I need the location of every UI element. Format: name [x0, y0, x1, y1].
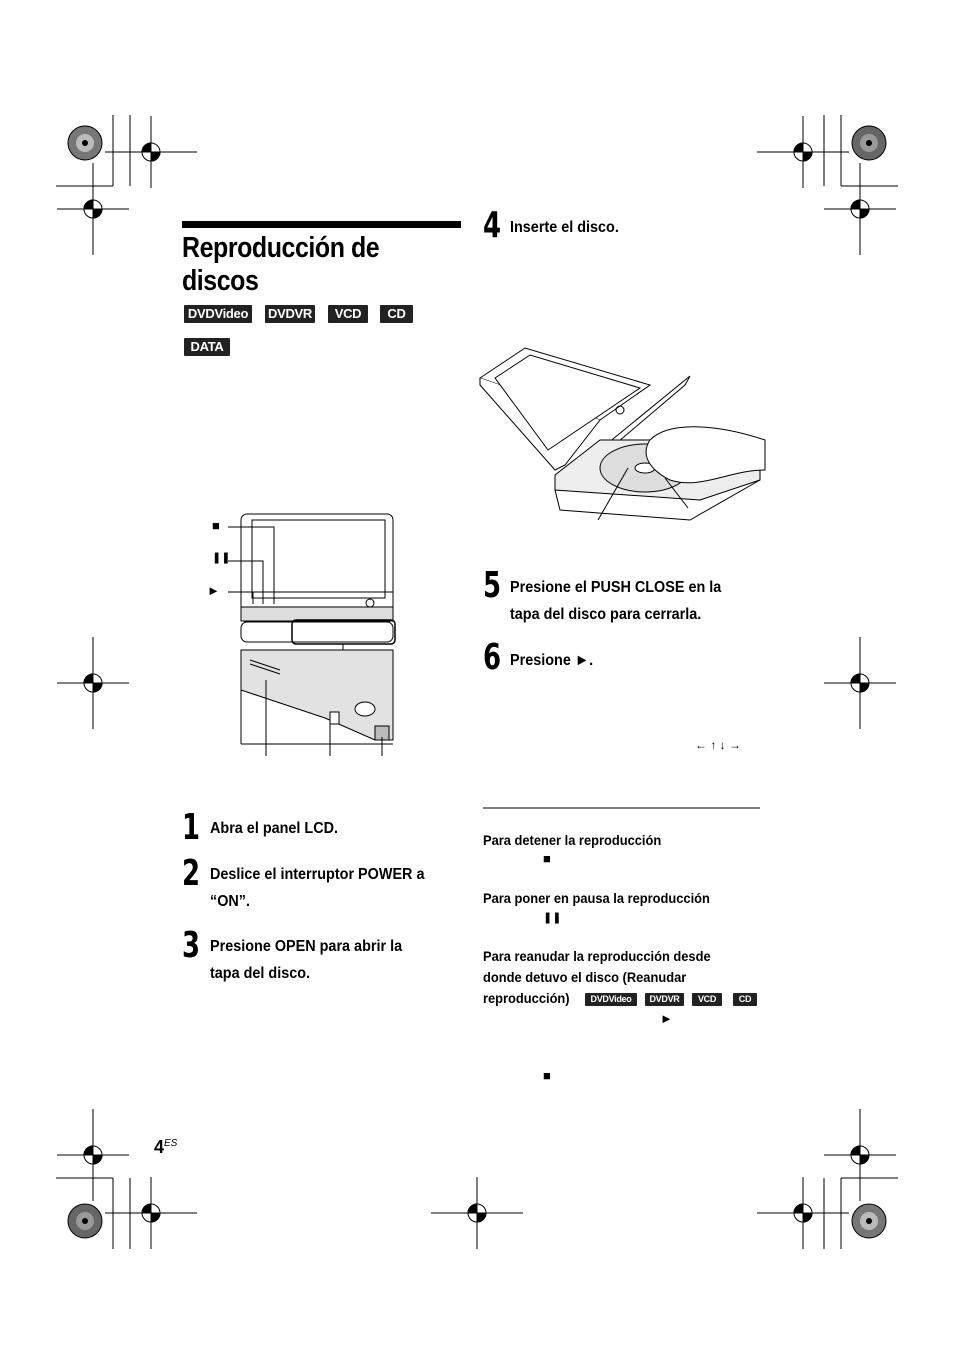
step-4-number: 4	[483, 205, 502, 246]
stop-symbol-diagram: ■	[212, 518, 220, 533]
page-language-suffix: ES	[164, 1138, 178, 1149]
title-line-1: Reproducción de	[182, 232, 380, 264]
note-resume-line-2: donde detuvo el disco (Reanudar	[483, 969, 687, 985]
badge-dvd-video: DVDVideo	[184, 305, 252, 323]
badge-cd: CD	[380, 305, 413, 323]
note-resume-line-1: Para reanudar la reproducción desde	[483, 948, 711, 964]
direction-arrows: ← ↑ ↓ →	[695, 738, 742, 752]
page-number-value: 4	[154, 1137, 165, 1157]
badge-dvd-video-small: DVDVideo	[585, 993, 637, 1006]
step-1-text: Abra el panel LCD.	[210, 820, 339, 837]
stop-symbol-note: ■	[543, 851, 551, 866]
page-number	[154, 1137, 177, 1158]
step-3-text	[210, 933, 402, 987]
badge-vcd-small: VCD	[692, 993, 722, 1006]
play-symbol-diagram: ►	[207, 583, 220, 598]
step-6-number: 6	[483, 637, 502, 678]
badge-cd-small: CD	[733, 993, 757, 1006]
step-3-line-2: tapa del disco.	[210, 965, 311, 982]
step-4-text: Inserte el disco.	[510, 219, 619, 236]
note-stop-title: Para detener la reproducción	[483, 832, 662, 848]
step-2-number: 2	[182, 853, 201, 894]
badge-vcd: VCD	[328, 305, 368, 323]
pause-symbol-note: ❚❚	[543, 912, 562, 924]
step-5-text	[510, 574, 721, 628]
step-2-line-2: “ON”.	[210, 893, 251, 910]
step-5-line-1: Presione el PUSH CLOSE en la	[510, 579, 722, 596]
title-line-2: discos	[182, 265, 259, 297]
note-resume-line-3: reproducción)	[483, 990, 570, 1006]
pause-symbol-diagram: ❚❚	[212, 552, 231, 564]
note-pause-title: Para poner en pausa la reproducción	[483, 890, 710, 906]
badge-data: DATA	[184, 338, 230, 356]
badge-dvd-vr: DVDVR	[265, 305, 315, 323]
step-6-text: Presione ►.	[510, 652, 594, 669]
step-3-line-1: Presione OPEN para abrir la	[210, 938, 403, 955]
step-2-text	[210, 861, 424, 915]
step-5-line-2: tapa del disco para cerrarla.	[510, 606, 702, 623]
step-1-number: 1	[182, 807, 201, 848]
badge-dvd-vr-small: DVDVR	[645, 993, 684, 1006]
stop-symbol-note-2: ■	[543, 1068, 551, 1083]
step-2-line-1: Deslice el interruptor POWER a	[210, 866, 425, 883]
step-5-number: 5	[483, 565, 502, 606]
step-3-number: 3	[182, 925, 201, 966]
play-symbol-note: ►	[660, 1011, 673, 1026]
